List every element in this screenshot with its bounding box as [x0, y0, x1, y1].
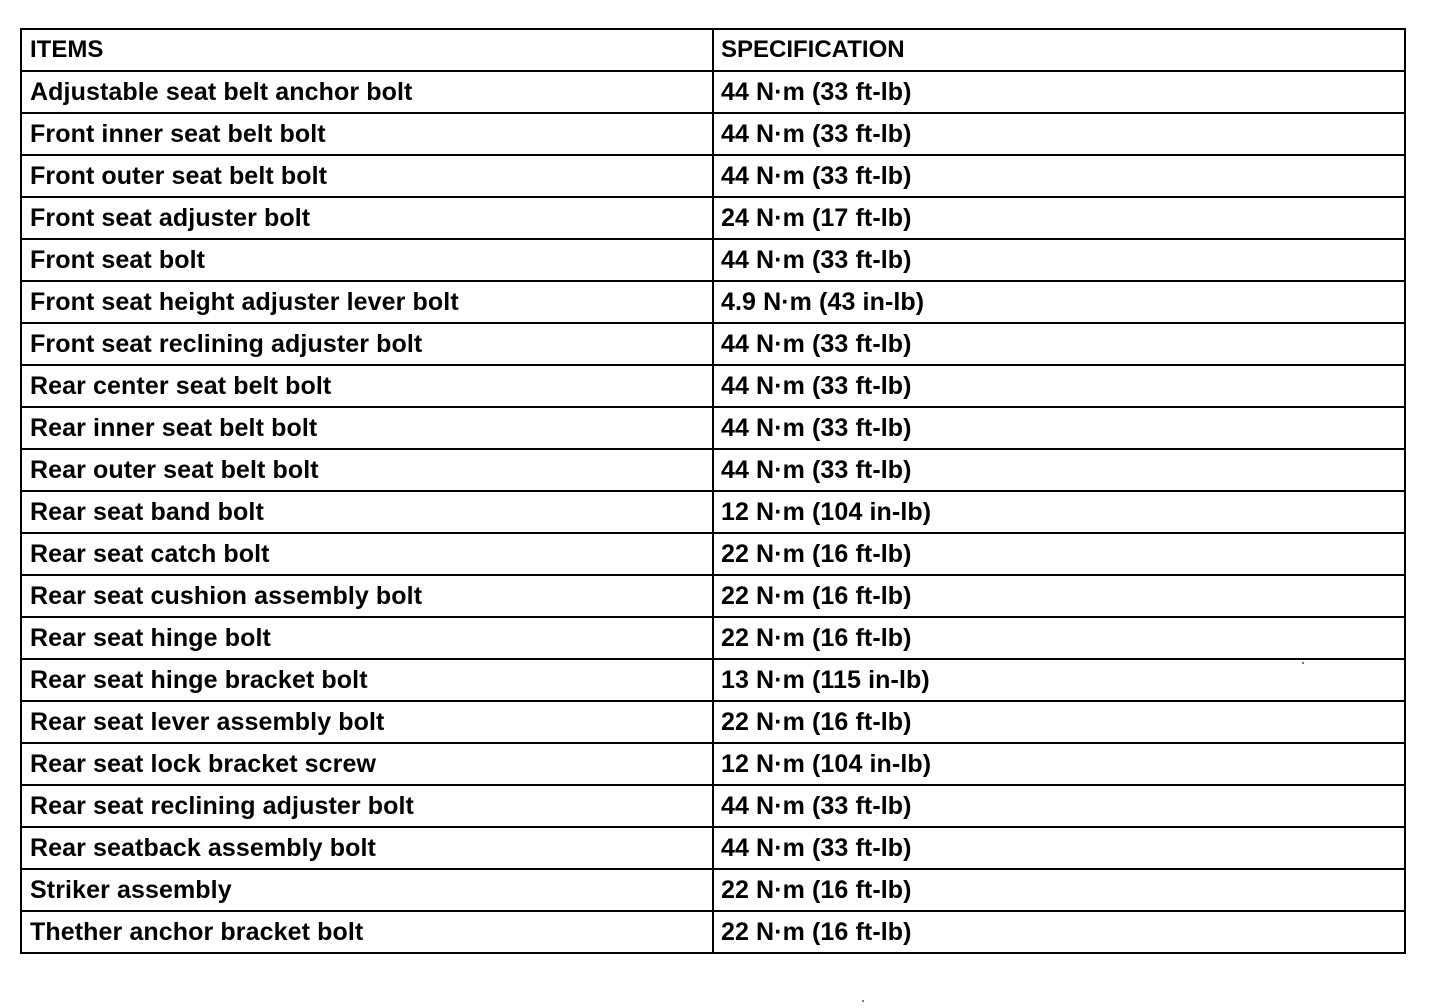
table-row	[21, 155, 1405, 197]
item-cell: Rear seat hinge bracket bolt	[21, 659, 713, 701]
table-row	[21, 449, 1405, 491]
item-cell: Rear seat hinge bolt	[21, 617, 713, 659]
item-cell: Adjustable seat belt anchor bolt	[21, 71, 713, 113]
table-row	[21, 785, 1405, 827]
spec-cell: 22 N·m (16 ft-lb)	[713, 575, 1405, 617]
table-body	[21, 71, 1405, 953]
table-row	[21, 869, 1405, 911]
table-row	[21, 71, 1405, 113]
spec-cell: 22 N·m (16 ft-lb)	[713, 911, 1405, 953]
item-cell: Rear seat reclining adjuster bolt	[21, 785, 713, 827]
item-cell: Rear seatback assembly bolt	[21, 827, 713, 869]
table-header	[21, 29, 1405, 71]
table-row	[21, 911, 1405, 953]
spec-cell: 44 N·m (33 ft-lb)	[713, 113, 1405, 155]
item-cell: Rear seat band bolt	[21, 491, 713, 533]
spec-cell: 12 N·m (104 in-lb)	[713, 743, 1405, 785]
item-cell: Front seat bolt	[21, 239, 713, 281]
item-cell: Rear seat cushion assembly bolt	[21, 575, 713, 617]
table-row	[21, 659, 1405, 701]
item-cell: Thether anchor bracket bolt	[21, 911, 713, 953]
item-cell: Front seat height adjuster lever bolt	[21, 281, 713, 323]
item-cell: Striker assembly	[21, 869, 713, 911]
table-row	[21, 113, 1405, 155]
header-items: ITEMS	[21, 29, 713, 71]
spec-cell: 44 N·m (33 ft-lb)	[713, 827, 1405, 869]
item-cell: Front outer seat belt bolt	[21, 155, 713, 197]
torque-spec-table	[20, 28, 1406, 954]
header-row	[21, 29, 1405, 71]
spec-cell: 24 N·m (17 ft-lb)	[713, 197, 1405, 239]
table-row	[21, 617, 1405, 659]
spec-cell: 44 N·m (33 ft-lb)	[713, 407, 1405, 449]
spec-cell: 22 N·m (16 ft-lb)	[713, 701, 1405, 743]
scan-speck	[862, 1000, 864, 1002]
spec-cell: 44 N·m (33 ft-lb)	[713, 785, 1405, 827]
item-cell: Rear center seat belt bolt	[21, 365, 713, 407]
table-row	[21, 533, 1405, 575]
table-row	[21, 743, 1405, 785]
scan-speck	[1302, 662, 1304, 664]
spec-cell: 4.9 N·m (43 in-lb)	[713, 281, 1405, 323]
table-row	[21, 281, 1405, 323]
spec-cell: 22 N·m (16 ft-lb)	[713, 869, 1405, 911]
spec-cell: 22 N·m (16 ft-lb)	[713, 617, 1405, 659]
table-row	[21, 701, 1405, 743]
item-cell: Rear inner seat belt bolt	[21, 407, 713, 449]
spec-cell: 13 N·m (115 in-lb)	[713, 659, 1405, 701]
item-cell: Rear seat lever assembly bolt	[21, 701, 713, 743]
spec-cell: 44 N·m (33 ft-lb)	[713, 323, 1405, 365]
item-cell: Front seat adjuster bolt	[21, 197, 713, 239]
table-row	[21, 323, 1405, 365]
table-row	[21, 575, 1405, 617]
table-row	[21, 491, 1405, 533]
item-cell: Rear seat catch bolt	[21, 533, 713, 575]
table-row	[21, 407, 1405, 449]
header-specification: SPECIFICATION	[713, 29, 1405, 71]
table-row	[21, 365, 1405, 407]
item-cell: Rear seat lock bracket screw	[21, 743, 713, 785]
item-cell: Front inner seat belt bolt	[21, 113, 713, 155]
spec-cell: 44 N·m (33 ft-lb)	[713, 365, 1405, 407]
spec-cell: 44 N·m (33 ft-lb)	[713, 239, 1405, 281]
item-cell: Front seat reclining adjuster bolt	[21, 323, 713, 365]
table-row	[21, 827, 1405, 869]
spec-cell: 44 N·m (33 ft-lb)	[713, 71, 1405, 113]
spec-cell: 44 N·m (33 ft-lb)	[713, 155, 1405, 197]
spec-cell: 22 N·m (16 ft-lb)	[713, 533, 1405, 575]
spec-cell: 12 N·m (104 in-lb)	[713, 491, 1405, 533]
table-row	[21, 197, 1405, 239]
item-cell: Rear outer seat belt bolt	[21, 449, 713, 491]
spec-cell: 44 N·m (33 ft-lb)	[713, 449, 1405, 491]
table-row	[21, 239, 1405, 281]
